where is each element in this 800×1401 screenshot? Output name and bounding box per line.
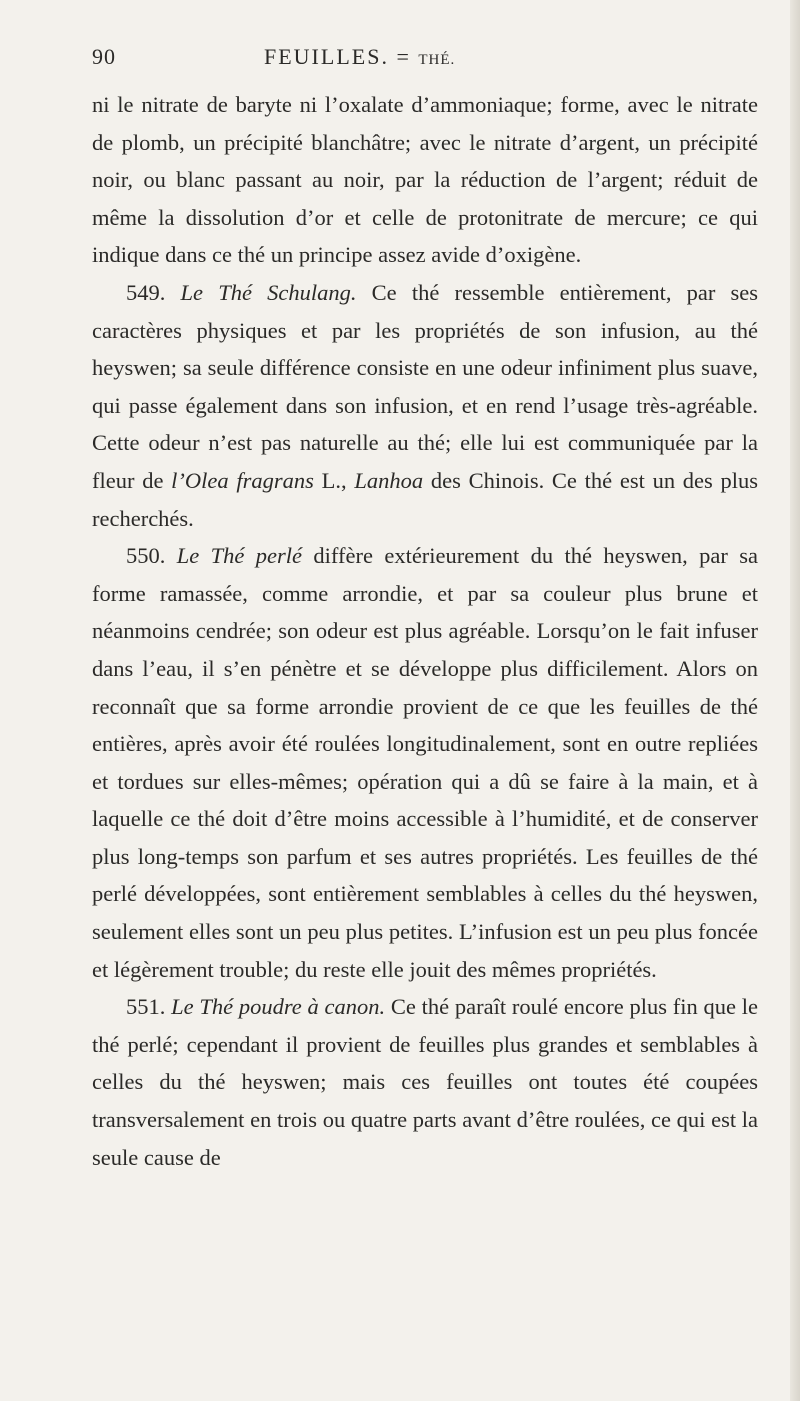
running-subject: THÉ. [418,52,456,68]
paragraph-551 [92,988,758,1176]
paragraph-title: Le Thé Schulang. [180,279,357,305]
paragraph-number: 549. [126,279,166,305]
paragraph-title: Le Thé poudre à canon. [171,994,386,1020]
paragraph-text: diffère extérieurement du thé heyswen, par sa forme ramassée, comme arrondie, et par sa couleur plus brune et néanmoins cendrée; son odeur est plus agréable. Lorsqu’on le fait infuser dans l’eau, il s’en pénètre et se développe plus difficilement. Alors on reconnaît que sa forme arrondie provient de ce que les feuilles de thé entières, après avoir été roulées longitudinalement, sont en outre repliées et tordues sur elles-mêmes; opération qui a dû se faire à la main, et à laquelle ce thé doit d’être moins accessible à l’humidité, et de conserver plus long-temps son parfum et ses autres propriétés. Les feuilles de thé perlé développées, sont entièrement semblables à celles du thé heyswen, seulement elles sont un peu plus petites. L’infusion est un peu plus foncée et légèrement trouble; du reste elle jouit des mêmes propriétés. [92,543,758,982]
paragraph-continuation: ni le nitrate de baryte ni l’oxalate d’ammoniaque; forme, avec le nitrate de plomb, un précipité blanchâtre; avec le nitrate d’argent, un précipité noir, ou blanc passant au noir, par la réduction de l’argent; réduit de même la dissolution d’or et celle de protonitrate de mercure; ce qui indique dans ce thé un principe assez avide d’oxigène. [92,92,758,268]
page-number: 90 [92,44,116,69]
local-name: Lanhoa [354,467,424,493]
body-text [92,86,758,1176]
page-header [92,44,752,80]
header-separator: = [396,44,411,69]
paragraph-text: des Chinois. Ce thé est un des plus recherchés. [92,467,759,531]
running-title: FEUILLES. [264,44,389,69]
paragraph-text: Ce thé ressemble entièrement, par ses caractères physiques et par les propriétés de son infusion, au thé heyswen; sa seule différence consiste en une odeur infiniment plus suave, qui passe également dans son infusion, et en rend l’usage très-agréable. Cette odeur n’est pas naturelle au thé; elle lui est communiquée par la fleur de [92,279,759,493]
paragraph-number: 550. [126,543,166,569]
paragraph-550 [92,537,758,988]
paragraph-number: 551. [126,994,166,1020]
paragraph-title: Le Thé perlé [176,543,303,569]
paragraph-text: L., [313,467,355,493]
paragraph-text: Ce thé paraît roulé encore plus fin que le thé perlé; cependant il provient de feuilles plus grandes et semblables à celles du thé heyswen; mais ces feuilles ont toutes été coupées transversalement en trois ou quatre parts avant d’être roulées, ce qui est la seule cause de [92,994,758,1170]
paragraph-549 [92,274,758,537]
running-head [264,44,455,70]
species-name: l’Olea fragrans [171,467,314,493]
page-edge-shadow [790,0,800,1401]
